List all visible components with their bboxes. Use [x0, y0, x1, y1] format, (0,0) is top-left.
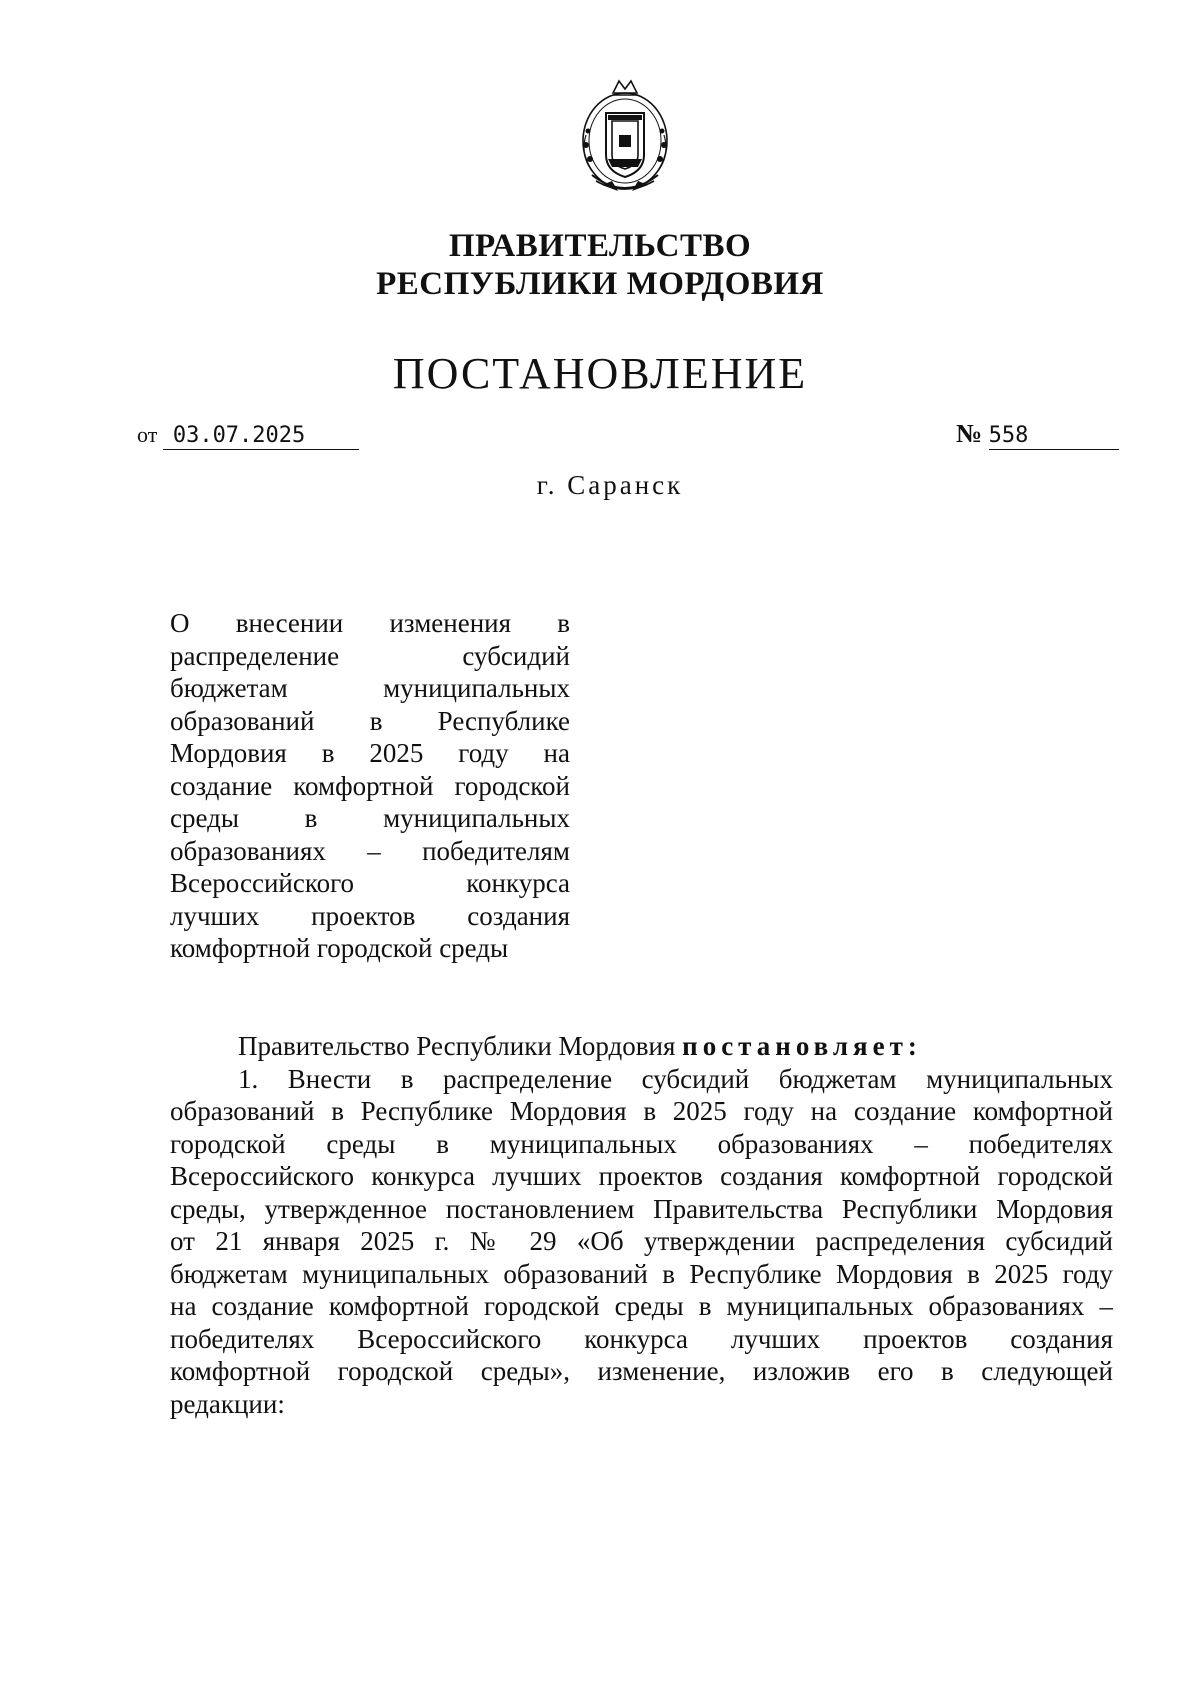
document-subject [170, 607, 570, 965]
document-type-title: ПОСТАНОВЛЕНИЕ [392, 349, 808, 398]
subject-line: создание комфортной городской [170, 770, 570, 801]
subject-line: Мордовия в 2025 году на [170, 738, 570, 768]
subject-line: О внесении изменения в [170, 608, 570, 638]
document-body [170, 1030, 1113, 1420]
subject-line: Всероссийского конкурса [170, 868, 570, 898]
subject-line: образований в Республике [170, 705, 570, 736]
body-intro [170, 1030, 1113, 1063]
date-prefix: от [137, 422, 158, 447]
body-line: 1. Внести в распределение субсидий бюджетам муниципальных [238, 1063, 1113, 1094]
body-line: на создание комфортной городской среды в муниципальных образованиях – [170, 1291, 1113, 1321]
number-prefix: № [956, 419, 983, 448]
body-line: городской среды в муниципальных образованиях – победителях [170, 1128, 1113, 1159]
body-line: победителях Всероссийского конкурса лучших проектов создания [170, 1323, 1113, 1354]
body-line: среды, утвержденное постановлением Правительства Республики Мордовия [170, 1193, 1113, 1224]
subject-line: образованиях – победителям [170, 835, 570, 866]
coat-of-arms-mordovia-icon [572, 75, 678, 205]
subject-line: лучших проектов создания [170, 900, 570, 931]
date-value: 03.07.2025 [163, 423, 359, 450]
city-name: г. Саранск [536, 470, 684, 500]
subject-line: среды в муниципальных [170, 803, 570, 833]
body-line: образований в Республике Мордовия в 2025 году на создание комфортной [170, 1096, 1113, 1126]
intro-text: Правительство Республики Мордовия [238, 1031, 683, 1061]
intro-resolves: постановляет: [682, 1031, 922, 1061]
subject-line: комфортной городской среды [170, 933, 509, 963]
subject-line: распределение субсидий [170, 640, 570, 671]
number-value: 558 [989, 423, 1119, 450]
body-line: бюджетам муниципальных образований в Республике Мордовия в 2025 году [170, 1258, 1113, 1289]
document-date [137, 422, 359, 450]
organization-title-line2: РЕСПУБЛИКИ МОРДОВИЯ [376, 266, 824, 302]
body-line: редакции: [170, 1388, 285, 1419]
body-line: Всероссийского конкурса лучших проектов создания комфортной городской [170, 1161, 1113, 1191]
body-line: комфортной городской среды», изменение, изложив его в следующей [170, 1356, 1113, 1386]
subject-line: бюджетам муниципальных [170, 673, 570, 703]
document-number [956, 419, 1119, 450]
body-line: от 21 января 2025 г. № 29 «Об утверждении распределения субсидий [170, 1226, 1113, 1256]
organization-title-line1: ПРАВИТЕЛЬСТВО [448, 228, 752, 264]
